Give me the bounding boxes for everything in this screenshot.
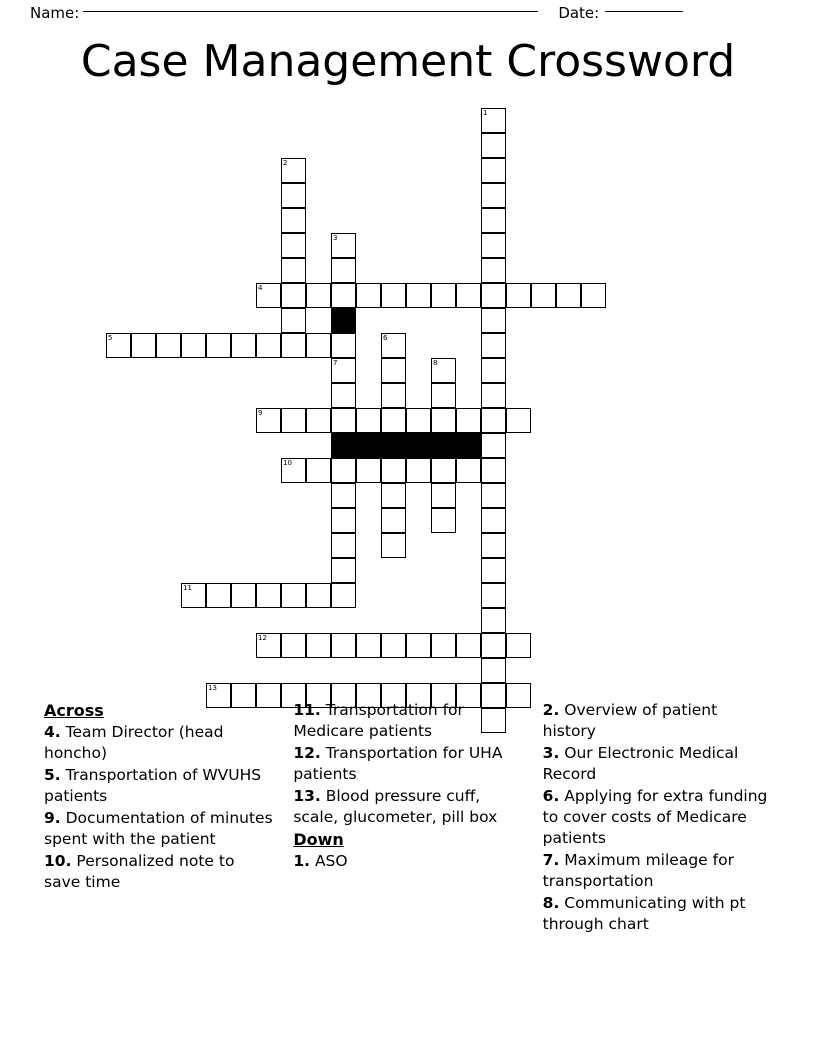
clue-text: Overview of patient history <box>542 701 718 740</box>
grid-cell[interactable] <box>506 633 531 658</box>
clue-column-2 <box>293 700 524 970</box>
clue-text: Our Electronic Medical Record <box>542 744 739 783</box>
grid-cell[interactable] <box>306 458 331 483</box>
grid-cell-number: 2 <box>283 159 288 167</box>
grid-cell[interactable] <box>231 583 256 608</box>
grid-cell[interactable] <box>256 283 281 308</box>
grid-cell-blocked <box>431 433 456 458</box>
grid-cell[interactable] <box>281 233 306 258</box>
grid-cell-number: 11 <box>183 584 192 592</box>
grid-cell[interactable] <box>181 583 206 608</box>
name-date-header <box>30 0 786 26</box>
grid-cell[interactable] <box>331 408 356 433</box>
grid-cell[interactable] <box>356 633 381 658</box>
grid-cell[interactable] <box>481 383 506 408</box>
clue-text: Blood pressure cuff, scale, glucometer, pill box <box>293 787 498 826</box>
grid-cell[interactable] <box>381 633 406 658</box>
clue-across-13 <box>293 786 524 828</box>
grid-cell[interactable] <box>481 158 506 183</box>
clue-across-5 <box>44 765 275 807</box>
clue-text: Applying for extra funding to cover costs of Medicare patients <box>542 787 768 847</box>
grid-cell[interactable] <box>456 408 481 433</box>
grid-cell[interactable] <box>331 558 356 583</box>
grid-cell[interactable] <box>381 533 406 558</box>
clue-text: Transportation of WVUHS patients <box>44 766 262 805</box>
grid-cell[interactable] <box>306 283 331 308</box>
grid-cell[interactable] <box>481 608 506 633</box>
grid-cell-number: 13 <box>208 684 217 692</box>
down-heading: Down <box>293 830 344 849</box>
grid-cell[interactable] <box>256 408 281 433</box>
grid-cell[interactable] <box>281 633 306 658</box>
grid-cell[interactable] <box>281 158 306 183</box>
grid-cell[interactable] <box>481 233 506 258</box>
clue-text: Personalized note to save time <box>44 852 235 891</box>
grid-cell[interactable] <box>331 333 356 358</box>
grid-cell[interactable] <box>431 508 456 533</box>
clue-text: Team Director (head honcho) <box>44 723 224 762</box>
clue-text: Transportation for UHA patients <box>293 744 503 783</box>
grid-cell[interactable] <box>381 483 406 508</box>
grid-cell-blocked <box>406 433 431 458</box>
clue-down-2 <box>543 700 774 742</box>
clue-section <box>44 700 774 970</box>
grid-cell[interactable] <box>356 408 381 433</box>
crossword-grid <box>0 108 816 692</box>
grid-cell[interactable] <box>281 408 306 433</box>
grid-cell[interactable] <box>556 283 581 308</box>
grid-cell[interactable] <box>481 583 506 608</box>
grid-cell-number: 6 <box>383 334 388 342</box>
grid-cell[interactable] <box>481 408 506 433</box>
clue-num: 13. <box>293 787 321 805</box>
grid-cell[interactable] <box>431 383 456 408</box>
grid-cell[interactable] <box>481 558 506 583</box>
grid-cell[interactable] <box>481 183 506 208</box>
grid-cell-number: 4 <box>258 284 263 292</box>
clue-down-6 <box>543 786 774 849</box>
grid-cell-number: 8 <box>433 359 438 367</box>
page-title: Case Management Crossword <box>80 36 736 87</box>
grid-cell[interactable] <box>481 308 506 333</box>
grid-cell[interactable] <box>256 333 281 358</box>
grid-cell-number: 7 <box>333 359 338 367</box>
grid-cell[interactable] <box>456 633 481 658</box>
grid-cell[interactable] <box>231 333 256 358</box>
grid-cell[interactable] <box>331 533 356 558</box>
clue-num: 12. <box>293 744 321 762</box>
grid-cell[interactable] <box>181 333 206 358</box>
clue-num: 1. <box>293 852 311 870</box>
grid-cell[interactable] <box>406 408 431 433</box>
clue-across-11 <box>293 700 524 742</box>
grid-cell[interactable] <box>331 508 356 533</box>
grid-cell[interactable] <box>481 108 506 133</box>
grid-cell[interactable] <box>481 483 506 508</box>
grid-cell[interactable] <box>406 283 431 308</box>
clue-column-3 <box>543 700 774 970</box>
clue-num: 3. <box>542 744 560 762</box>
grid-cell[interactable] <box>356 283 381 308</box>
grid-cell[interactable] <box>331 483 356 508</box>
clue-num: 8. <box>542 894 560 912</box>
clue-across-4 <box>44 722 275 764</box>
clue-num: 2. <box>542 701 560 719</box>
grid-cell[interactable] <box>106 333 131 358</box>
grid-cell[interactable] <box>381 458 406 483</box>
clue-down-7 <box>543 850 774 892</box>
clue-across-12 <box>293 743 524 785</box>
grid-cell[interactable] <box>481 508 506 533</box>
grid-cell[interactable] <box>281 208 306 233</box>
grid-cell-number: 10 <box>283 459 292 467</box>
grid-cell[interactable] <box>256 633 281 658</box>
grid-cell[interactable] <box>281 333 306 358</box>
grid-cell[interactable] <box>156 333 181 358</box>
grid-cell-blocked <box>331 308 356 333</box>
grid-cell[interactable] <box>481 133 506 158</box>
grid-cell[interactable] <box>431 358 456 383</box>
grid-cell[interactable] <box>331 283 356 308</box>
grid-cell[interactable] <box>481 458 506 483</box>
grid-cell[interactable] <box>206 583 231 608</box>
clue-text: Communicating with pt through chart <box>542 894 746 933</box>
grid-cell[interactable] <box>381 283 406 308</box>
grid-cell[interactable] <box>381 383 406 408</box>
grid-cell[interactable] <box>481 633 506 658</box>
grid-cell[interactable] <box>431 458 456 483</box>
grid-cell-blocked <box>456 433 481 458</box>
grid-cell[interactable] <box>281 458 306 483</box>
grid-cell-blocked <box>356 433 381 458</box>
grid-cell[interactable] <box>381 508 406 533</box>
clue-num: 9. <box>44 809 61 827</box>
grid-cell[interactable] <box>281 583 306 608</box>
date-label: Date: <box>558 4 600 22</box>
grid-cell[interactable] <box>581 283 606 308</box>
grid-cell[interactable] <box>331 233 356 258</box>
grid-cell[interactable] <box>281 308 306 333</box>
grid-cell[interactable] <box>431 283 456 308</box>
clue-down-3 <box>543 743 774 785</box>
clue-column-1 <box>44 700 275 970</box>
grid-cell[interactable] <box>306 633 331 658</box>
clue-num: 5. <box>44 766 61 784</box>
grid-cell[interactable] <box>481 358 506 383</box>
grid-cell[interactable] <box>481 433 506 458</box>
clue-num: 10. <box>44 852 72 870</box>
grid-cell[interactable] <box>281 283 306 308</box>
grid-cell[interactable] <box>481 283 506 308</box>
grid-cell[interactable] <box>406 458 431 483</box>
grid-cell[interactable] <box>406 633 431 658</box>
grid-cell[interactable] <box>431 408 456 433</box>
grid-cell[interactable] <box>456 283 481 308</box>
grid-cell[interactable] <box>506 408 531 433</box>
grid-cell[interactable] <box>131 333 156 358</box>
clue-num: 4. <box>44 723 61 741</box>
grid-cell-number: 3 <box>333 234 338 242</box>
grid-cell[interactable] <box>381 408 406 433</box>
clue-text: Maximum mileage for transportation <box>542 851 734 890</box>
grid-cell[interactable] <box>456 458 481 483</box>
name-blank-line <box>83 11 538 12</box>
grid-cell-number: 5 <box>108 334 113 342</box>
grid-cell-blocked <box>381 433 406 458</box>
grid-cell[interactable] <box>331 458 356 483</box>
grid-cell[interactable] <box>381 333 406 358</box>
grid-cell[interactable] <box>481 333 506 358</box>
grid-cell[interactable] <box>381 358 406 383</box>
clue-num: 6. <box>542 787 560 805</box>
clue-num: 11. <box>293 701 321 719</box>
across-heading: Across <box>44 701 104 720</box>
clue-across-10 <box>44 851 275 893</box>
clue-down-8 <box>543 893 774 935</box>
grid-cell[interactable] <box>481 533 506 558</box>
clue-num: 7. <box>542 851 560 869</box>
grid-cell[interactable] <box>331 383 356 408</box>
grid-cell[interactable] <box>431 633 456 658</box>
name-label: Name: <box>30 4 80 22</box>
grid-cell-number: 12 <box>258 634 267 642</box>
grid-cell[interactable] <box>331 583 356 608</box>
clue-text: ASO <box>314 852 348 870</box>
grid-cell[interactable] <box>481 208 506 233</box>
grid-cell[interactable] <box>431 483 456 508</box>
clue-down-1 <box>293 851 524 872</box>
grid-cell-blocked <box>331 433 356 458</box>
date-blank-line <box>605 11 683 12</box>
grid-cell[interactable] <box>506 283 531 308</box>
grid-cell[interactable] <box>281 258 306 283</box>
grid-cell[interactable] <box>481 658 506 683</box>
grid-cell[interactable] <box>481 258 506 283</box>
grid-cell[interactable] <box>256 583 281 608</box>
grid-cell[interactable] <box>331 258 356 283</box>
grid-cell-number: 1 <box>483 109 488 117</box>
grid-cell[interactable] <box>356 458 381 483</box>
grid-cell[interactable] <box>306 583 331 608</box>
grid-cell-number: 9 <box>258 409 263 417</box>
grid-cell[interactable] <box>531 283 556 308</box>
clue-text: Documentation of minutes spent with the patient <box>44 809 273 848</box>
grid-cell[interactable] <box>306 333 331 358</box>
clue-text: Transportation for Medicare patients <box>293 701 464 740</box>
grid-cell[interactable] <box>281 183 306 208</box>
grid-cell[interactable] <box>331 358 356 383</box>
grid-cell[interactable] <box>306 408 331 433</box>
grid-cell[interactable] <box>206 333 231 358</box>
grid-cell[interactable] <box>331 633 356 658</box>
clue-across-9 <box>44 808 275 850</box>
